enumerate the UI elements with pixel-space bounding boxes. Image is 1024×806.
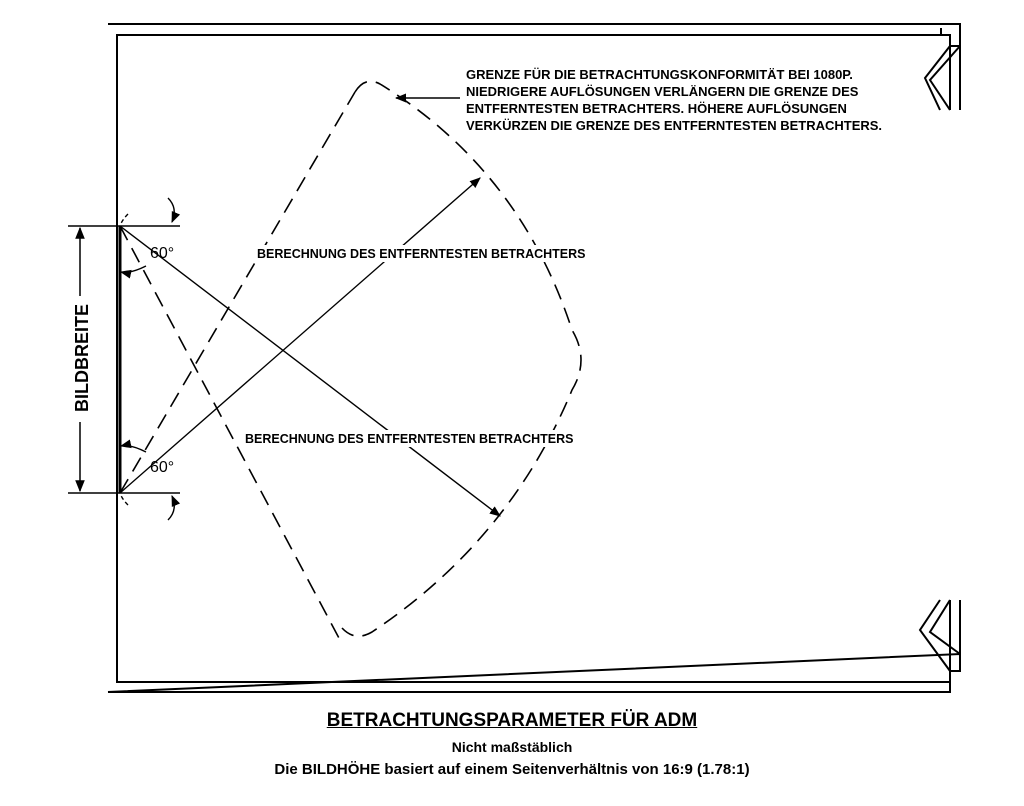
door-notch-lower <box>920 600 960 671</box>
lower-calc-label: BERECHNUNG DES ENTFERNTESTEN BETRACHTERS <box>245 432 574 446</box>
angle-arc-top-small <box>120 214 128 226</box>
boundary-note-line-3: ENTFERNTESTEN BETRACHTERS. HÖHERE AUFLÖSUNGEN <box>466 101 847 116</box>
angle-arc-top-inner <box>121 266 146 272</box>
upper-calc-label: BERECHNUNG DES ENTFERNTESTEN BETRACHTERS <box>257 247 586 261</box>
figure-title <box>0 710 1024 732</box>
boundary-note <box>466 67 882 133</box>
figure-note: Die BILDHÖHE basiert auf einem Seitenverhältnis von 16:9 (1.78:1) <box>274 761 750 778</box>
boundary-note-line-2: NIEDRIGERE AUFLÖSUNGEN VERLÄNGERN DIE GRENZE DES <box>466 84 859 99</box>
boundary-note-line-4: VERKÜRZEN DIE GRENZE DES ENTFERNTESTEN BETRACHTERS. <box>466 118 883 133</box>
calculation-arrows <box>120 98 500 516</box>
calc-arrow-lower <box>120 226 500 516</box>
image-width-label: BILDBREITE <box>72 304 92 412</box>
door-notch-upper <box>925 46 960 110</box>
viewing-cone <box>120 81 581 640</box>
angle-bottom-label: 60° <box>150 459 175 476</box>
angle-top-label: 60° <box>150 245 175 262</box>
figure-title-text: BETRACHTUNGSPARAMETER FÜR ADM <box>326 710 698 731</box>
angle-arc-top <box>168 198 174 222</box>
boundary-note-line-1: GRENZE FÜR DIE BETRACHTUNGSKONFORMITÄT BEI 1080P. <box>466 67 853 82</box>
angle-arc-bottom <box>168 496 174 520</box>
angle-arc-bottom-inner <box>121 446 146 452</box>
angle-arc-bottom-small <box>120 493 128 505</box>
image-width-dimension <box>68 226 120 493</box>
room-outer-wall-right <box>108 654 960 692</box>
figure-subtitle: Nicht maßstäblich <box>451 739 573 755</box>
viewing-boundary-curve <box>342 81 581 636</box>
screen <box>120 226 180 493</box>
